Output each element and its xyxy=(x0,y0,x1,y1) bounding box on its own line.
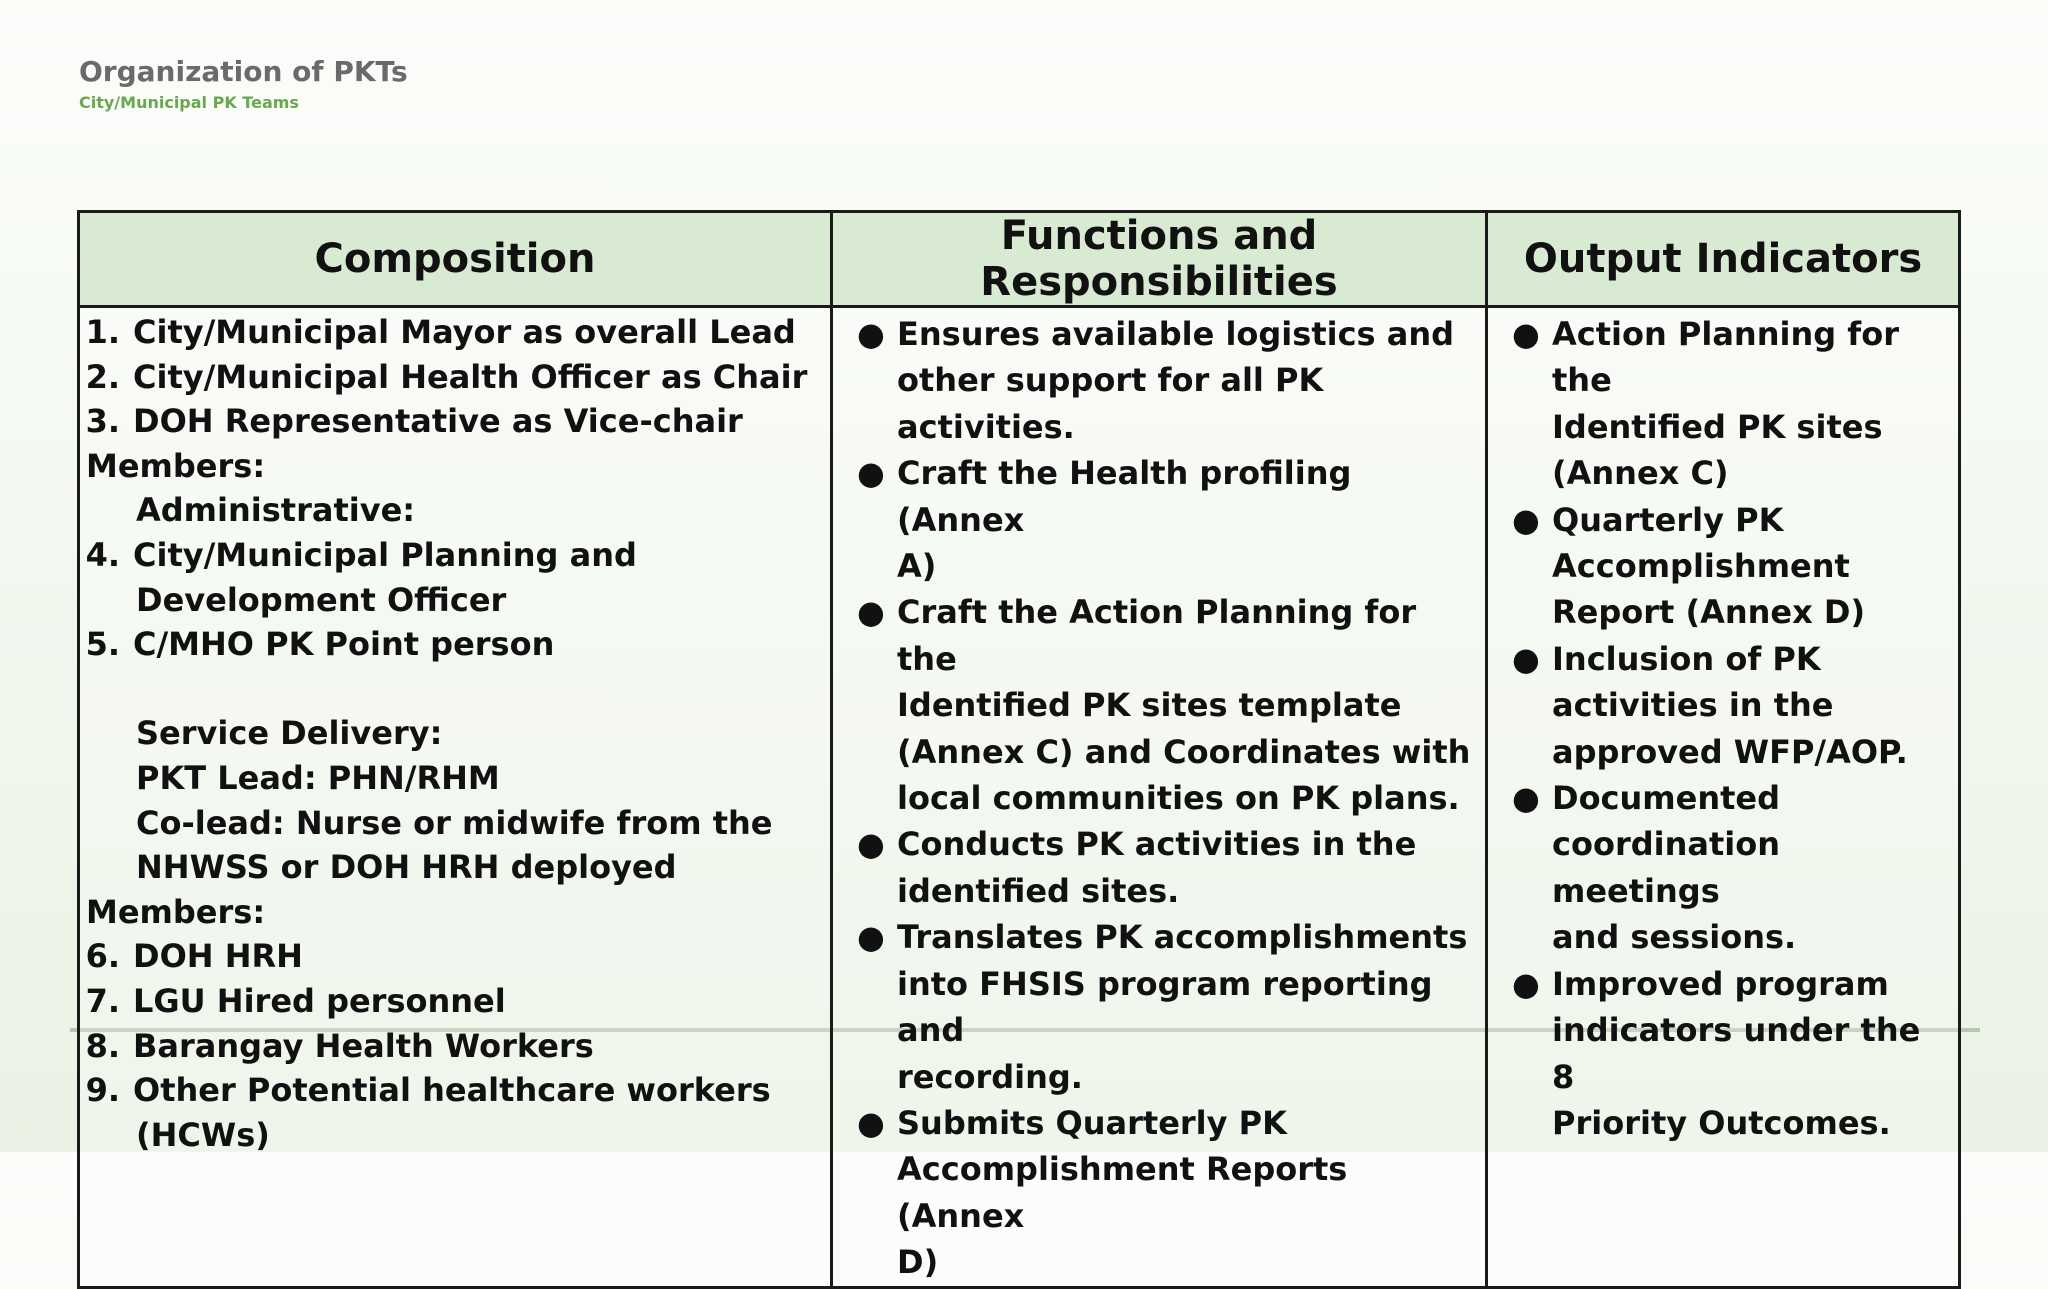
item-text: City/Municipal Planning and xyxy=(133,535,637,574)
bullet-text xyxy=(1552,497,1958,636)
bullet-line: Report (Annex D) xyxy=(1552,593,1866,632)
item-text: C/MHO PK Point person xyxy=(133,625,555,664)
bullet-line: coordination meetings xyxy=(1552,825,1780,910)
output-item xyxy=(1488,961,1958,1147)
bullet-icon: ● xyxy=(1512,315,1540,353)
bullet-icon: ● xyxy=(857,315,885,353)
bullet-icon: ● xyxy=(857,1103,885,1142)
bullet-line: Action Planning for the xyxy=(1552,315,1899,400)
bullet-line: into FHSIS program reporting and xyxy=(897,964,1433,1050)
item-text: DOH HRH xyxy=(133,937,303,976)
bullet-line: Accomplishment xyxy=(1552,547,1850,586)
bullet-line: Improved program xyxy=(1552,964,1889,1003)
bullet-line: Ensures available logistics and xyxy=(897,315,1455,353)
header-composition: Composition xyxy=(79,212,832,307)
item-number: 5. xyxy=(85,625,120,664)
composition-item xyxy=(80,355,830,400)
bullet-line: Priority Outcomes. xyxy=(1552,1103,1891,1142)
bullet-text xyxy=(897,450,1485,589)
functions-list xyxy=(833,308,1485,1286)
composition-item xyxy=(80,399,830,444)
page-subtitle: City/Municipal PK Teams xyxy=(79,93,299,112)
bullet-line: (Annex C) and Coordinates with xyxy=(897,732,1471,771)
composition-item xyxy=(80,1068,830,1113)
item-number: 4. xyxy=(85,535,120,574)
function-item xyxy=(833,311,1485,450)
members-label: Members: xyxy=(86,446,266,485)
composition-list xyxy=(80,308,830,1157)
composition-item xyxy=(80,622,830,667)
bullet-line: identified sites. xyxy=(897,871,1180,910)
bullet-text xyxy=(897,821,1485,914)
item-text: DOH Representative as Vice-chair xyxy=(133,402,743,441)
output-item xyxy=(1488,636,1958,775)
bullet-line: and sessions. xyxy=(1552,918,1797,957)
outputs-list xyxy=(1488,308,1958,1146)
function-item xyxy=(833,1100,1485,1286)
table-body-row xyxy=(79,307,1960,1288)
bullet-text xyxy=(897,311,1485,450)
bullet-icon: ● xyxy=(1512,964,1540,1003)
bullet-line: Quarterly PK xyxy=(1552,500,1784,539)
item-number: 7. xyxy=(85,981,120,1020)
members-label: Members: xyxy=(86,892,266,931)
composition-item xyxy=(80,533,830,578)
bullet-line: other support for all PK activities. xyxy=(897,361,1324,446)
item-text: Barangay Health Workers xyxy=(133,1026,594,1065)
item-text: City/Municipal Mayor as overall Lead xyxy=(133,313,796,351)
output-item xyxy=(1488,311,1958,497)
bullet-line: Submits Quarterly PK xyxy=(897,1103,1287,1142)
composition-cell xyxy=(79,307,832,1288)
item-number: 3. xyxy=(85,402,120,441)
bullet-icon: ● xyxy=(857,593,885,632)
co-lead: Co-lead: Nurse or midwife from the xyxy=(136,803,773,842)
bullet-line: Translates PK accomplishments xyxy=(897,918,1468,957)
bullet-line: Identified PK sites xyxy=(1552,407,1883,446)
composition-item xyxy=(80,1024,830,1069)
bullet-text xyxy=(1552,311,1958,497)
page-title: Organization of PKTs xyxy=(79,55,408,88)
item-number: 8. xyxy=(85,1026,120,1065)
bullet-line: Conducts PK activities in the xyxy=(897,825,1417,864)
bullet-text xyxy=(897,1100,1485,1286)
table-header-row xyxy=(79,212,1960,307)
composition-item xyxy=(80,934,830,979)
item-text-continued: Development Officer xyxy=(136,580,507,619)
bullet-icon: ● xyxy=(857,825,885,864)
pkt-table xyxy=(77,210,1961,1289)
item-text: Other Potential healthcare workers xyxy=(133,1071,771,1110)
bullet-line: Craft the Action Planning for the xyxy=(897,593,1417,678)
output-item xyxy=(1488,775,1958,961)
functions-cell xyxy=(832,307,1487,1288)
bullet-icon: ● xyxy=(1512,639,1540,678)
composition-item xyxy=(80,979,830,1024)
function-item xyxy=(833,821,1485,914)
header-outputs: Output Indicators xyxy=(1487,212,1960,307)
bullet-text xyxy=(1552,775,1958,961)
item-number: 9. xyxy=(85,1071,120,1110)
bullet-line: Accomplishment Reports (Annex xyxy=(897,1150,1348,1235)
bullet-line: Inclusion of PK xyxy=(1552,639,1821,678)
function-item xyxy=(833,450,1485,589)
header-functions: Functions and Responsibilities xyxy=(832,212,1487,307)
bullet-icon: ● xyxy=(1512,500,1540,539)
bullet-line: Identified PK sites template xyxy=(897,686,1402,725)
bullet-text xyxy=(897,589,1485,821)
bullet-line: A) xyxy=(897,547,937,586)
bullet-line: approved WFP/AOP. xyxy=(1552,732,1908,771)
bullet-line: activities in the xyxy=(1552,686,1834,725)
bullet-text xyxy=(1552,636,1958,775)
bullet-line: Craft the Health profiling (Annex xyxy=(897,454,1352,539)
bullet-line: D) xyxy=(897,1243,939,1282)
spacer xyxy=(80,667,830,712)
function-item xyxy=(833,589,1485,821)
bullet-line: Documented xyxy=(1552,779,1781,818)
bullet-line: indicators under the 8 xyxy=(1552,1011,1921,1096)
item-text-continued: (HCWs) xyxy=(136,1115,270,1154)
bullet-line: (Annex C) xyxy=(1552,454,1729,493)
item-number: 1. xyxy=(85,313,120,351)
item-number: 2. xyxy=(85,357,120,396)
administrative-label: Administrative: xyxy=(136,491,416,530)
bullet-icon: ● xyxy=(857,918,885,957)
co-lead-continued: NHWSS or DOH HRH deployed xyxy=(136,848,677,887)
bullet-icon: ● xyxy=(1512,779,1540,818)
composition-item xyxy=(80,310,830,355)
output-item xyxy=(1488,497,1958,636)
bullet-line: local communities on PK plans. xyxy=(897,779,1460,818)
item-number: 6. xyxy=(85,937,120,976)
bullet-icon: ● xyxy=(857,454,885,493)
item-text: City/Municipal Health Officer as Chair xyxy=(133,357,808,396)
service-delivery-label: Service Delivery: xyxy=(136,714,443,753)
outputs-cell xyxy=(1487,307,1960,1288)
function-item xyxy=(833,914,1485,1100)
bullet-text xyxy=(1552,961,1958,1147)
bullet-line: recording. xyxy=(897,1057,1083,1096)
bullet-text xyxy=(897,914,1485,1100)
pkt-lead: PKT Lead: PHN/RHM xyxy=(136,758,500,797)
item-text: LGU Hired personnel xyxy=(133,981,506,1020)
